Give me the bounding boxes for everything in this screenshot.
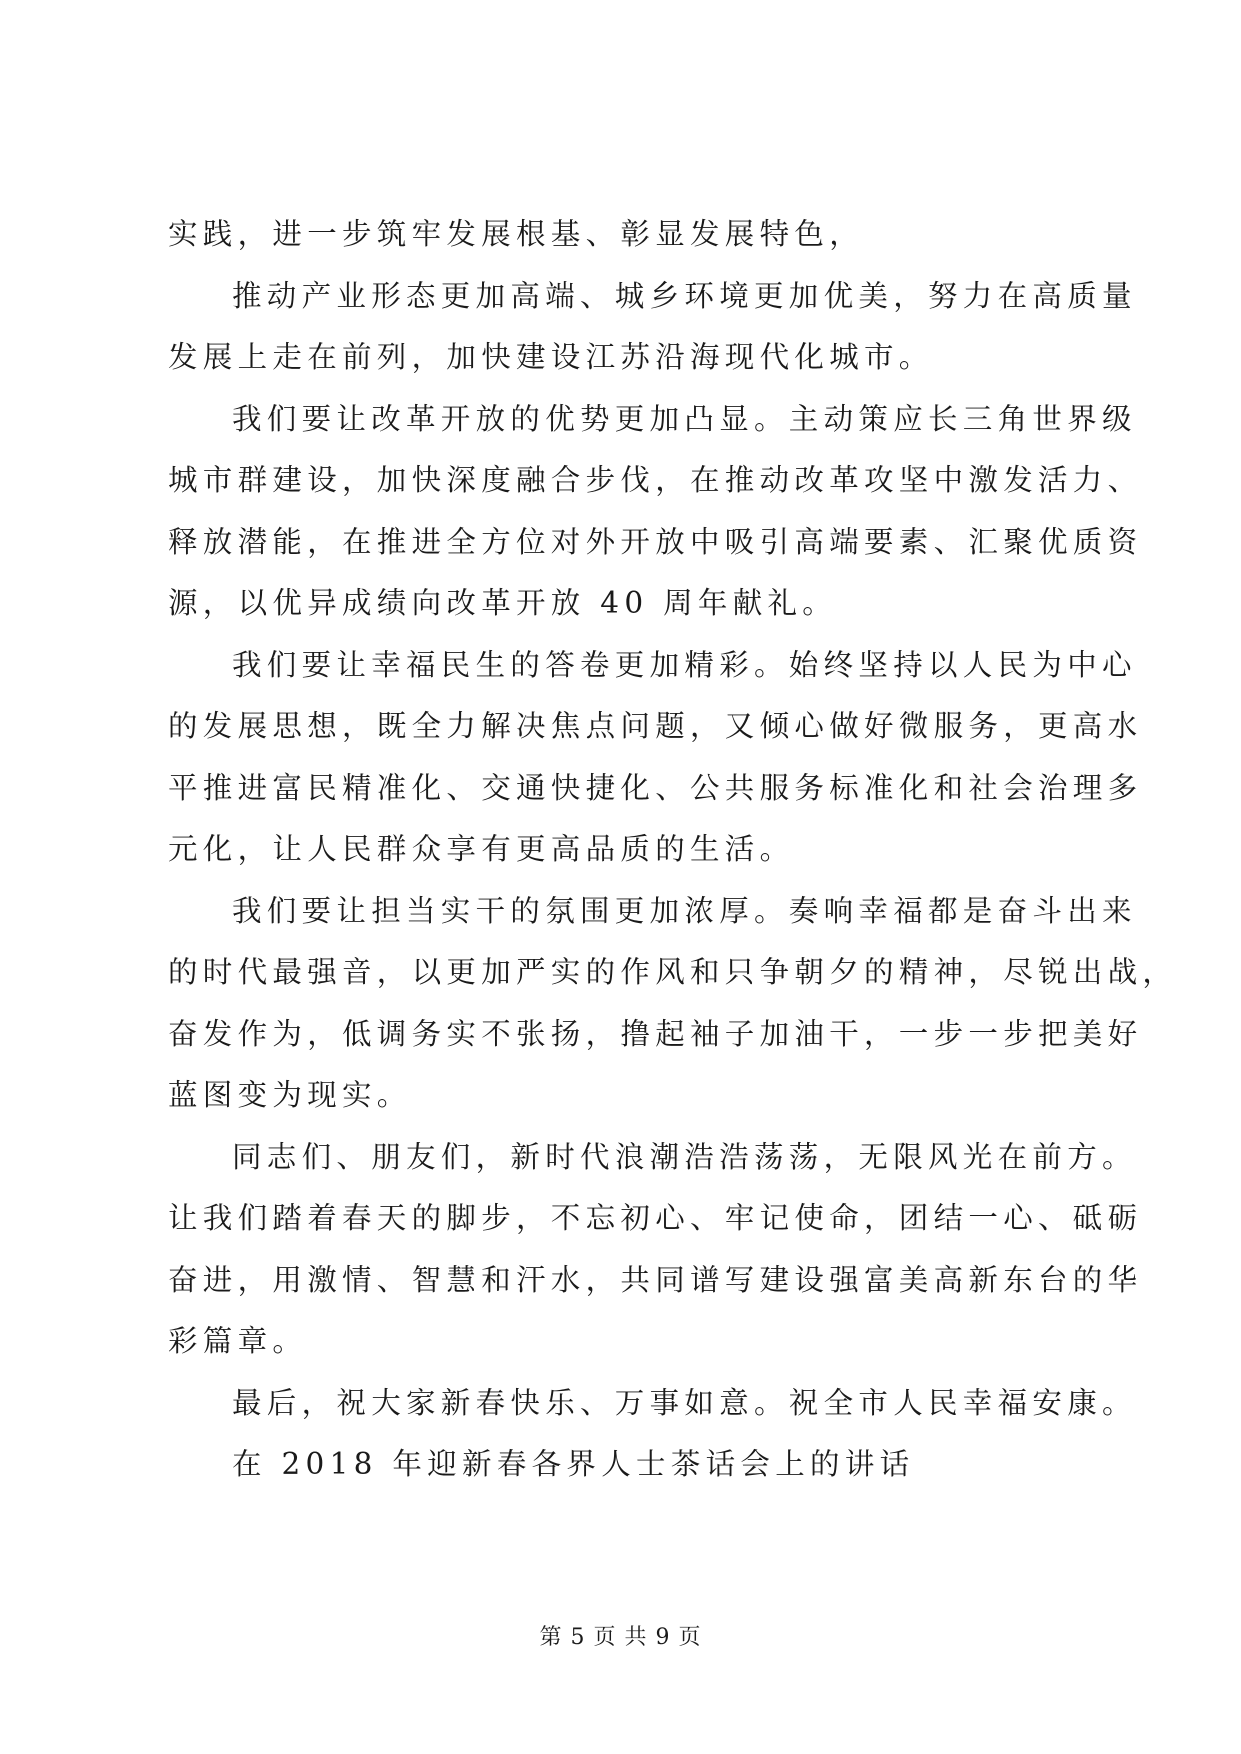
text-line: 我们要让改革开放的优势更加凸显。主动策应长三角世界级	[232, 401, 1137, 436]
text-line: 彩篇章。	[168, 1324, 308, 1358]
text-line: 释放潜能，在推进全方位对外开放中吸引高端要素、汇聚优质资	[168, 524, 1143, 559]
text-line: 源，以优异成绩向改革开放 40 周年献礼。	[168, 586, 838, 620]
text-line: 让我们踏着春天的脚步，不忘初心、牢记使命，团结一心、砥砺	[168, 1201, 1143, 1235]
text-line: 我们要让担当实干的氛围更加浓厚。奏响幸福都是奋斗出来	[232, 893, 1137, 928]
text-line: 最后，祝大家新春快乐、万事如意。祝全市人民幸福安康。	[232, 1385, 1137, 1420]
document-title-line: 在 2018 年迎新春各界人士茶话会上的讲话	[232, 1447, 915, 1481]
text-line: 元化，让人民群众享有更高品质的生活。	[168, 832, 795, 866]
text-line: 的时代最强音，以更加严实的作风和只争朝夕的精神，尽锐出战，	[168, 955, 1178, 989]
text-line: 实践，进一步筑牢发展根基、彰显发展特色，	[168, 217, 865, 251]
text-line: 蓝图变为现实。	[168, 1078, 412, 1112]
text-line: 我们要让幸福民生的答卷更加精彩。始终坚持以人民为中心	[232, 647, 1137, 682]
text-line: 奋发作为，低调务实不张扬，撸起袖子加油干，一步一步把美好	[168, 1016, 1143, 1051]
page-number: 第 5 页 共 9 页	[539, 1625, 702, 1650]
text-line: 发展上走在前列，加快建设江苏沿海现代化城市。	[168, 340, 934, 374]
document-body	[168, 204, 1178, 1496]
text-line: 的发展思想，既全力解决焦点问题，又倾心做好微服务，更高水	[168, 709, 1143, 743]
text-line: 推动产业形态更加高端、城乡环境更加优美，努力在高质量	[232, 278, 1137, 313]
text-line: 平推进富民精准化、交通快捷化、公共服务标准化和社会治理多	[168, 770, 1143, 805]
text-line: 同志们、朋友们，新时代浪潮浩浩荡荡，无限风光在前方。	[232, 1139, 1137, 1174]
text-line: 城市群建设，加快深度融合步伐，在推动改革攻坚中激发活力、	[168, 463, 1143, 497]
text-line: 奋进，用激情、智慧和汗水，共同谱写建设强富美高新东台的华	[168, 1262, 1143, 1297]
